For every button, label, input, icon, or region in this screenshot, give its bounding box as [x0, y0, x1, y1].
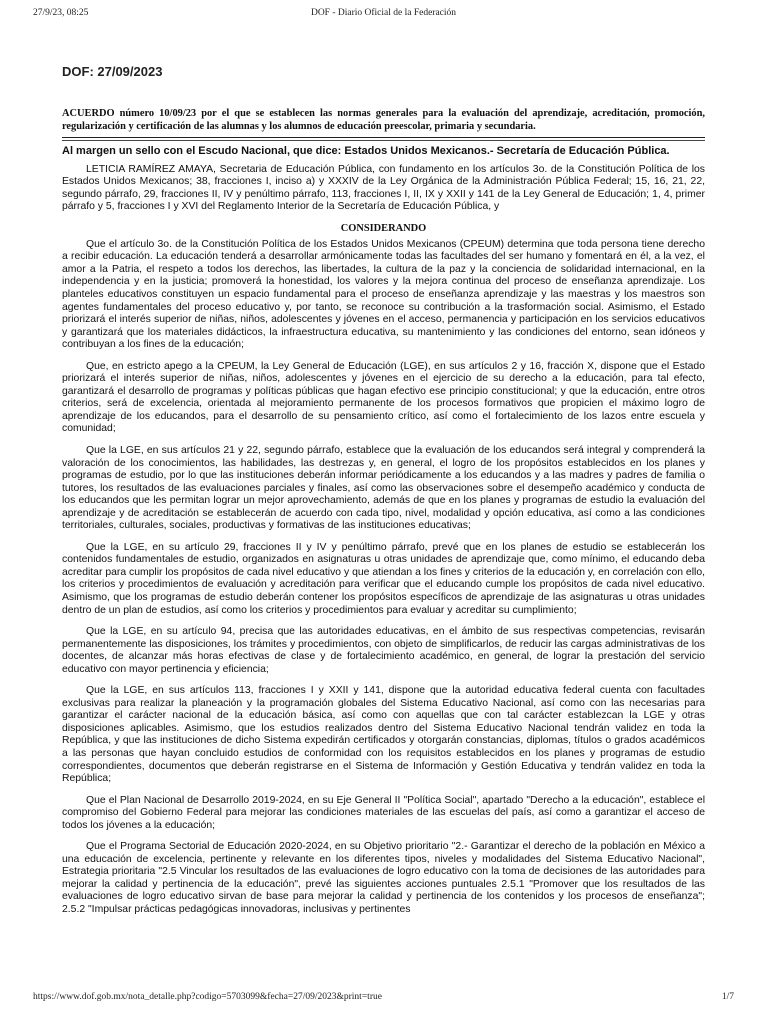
acuerdo-title: ACUERDO número 10/09/23 por el que se establecen las normas generales para la evaluación del aprendizaje, acreditación, promoción, regularización y certificación de las alumnas y los alumnos de educación preescolar, primaria y secundaria.	[62, 107, 705, 138]
document-body	[62, 64, 705, 926]
considerando-paragraph-2: Que, en estricto apego a la CPEUM, la Ley General de Educación (LGE), en sus artículos 2 y 16, fracción X, dispone que el Estado priorizará el interés superior de niñas, niños, adolescentes y jóvenes en el ejercicio de su derecho a la educación, para tal efecto, garantizará el desarrollo de programas y políticas públicas que hagan efectivo ese principio constitucional; y que la educación, entre otros criterios, será de excelencia, orientada al mejoramiento permanente de los procesos formativos que propicien el máximo logro de aprendizaje de los educandos, para el desarrollo de su pensamiento crítico, así como el fortalecimiento de los lazos entre escuela y comunidad;	[62, 360, 705, 435]
margin-note: Al margen un sello con el Escudo Nacional, que dice: Estados Unidos Mexicanos.- Secretaría de Educación Pública.	[62, 140, 705, 158]
page-number: 1/7	[721, 992, 734, 1002]
considerando-paragraph-6: Que la LGE, en sus artículos 113, fracciones I y XXII y 141, dispone que la autoridad educativa federal cuenta con facultades exclusivas para realizar la planeación y la programación globales del Sistema Educativo Nacional, así como con las necesarias para garantizar el carácter nacional de la educación básica, así como con aquellas que con tal carácter establezcan la LGE y otras disposiciones aplicables. Asimismo, que los estudios realizados dentro del Sistema Educativo Nacional tendrán validez en toda la República, y que las instituciones de dicho Sistema expedirán certificados y otorgarán constancias, diplomas, títulos o grados académicos a las personas que hayan concluido estudios de conformidad con los requisitos establecidos en los planes y programas de estudio correspondientes, documentos que deberán registrarse en el Sistema de Información y Gestión Educativa y tendrán validez en toda la República;	[62, 685, 705, 785]
preamble-paragraph: LETICIA RAMÍREZ AMAYA, Secretaria de Educación Pública, con fundamento en los artículos 3o. de la Constitución Política de los Estados Unidos Mexicanos; 38, fracciones I, inciso a) y XXXIV de la Ley Orgánica de la Administración Pública Federal; 15, 16, 21, 22, segundo párrafo, 29, fracciones II, IV y penúltimo párrafo, 113, fracciones I, II, IX y XXII y 141 de la Ley General de Educación; 1, 4, primer párrafo y 5, fracciones I y XVI del Reglamento Interior de la Secretaría de Educación Pública, y	[62, 163, 705, 213]
print-datetime: 27/9/23, 08:25	[33, 8, 89, 18]
considerando-paragraph-1: Que el artículo 3o. de la Constitución Política de los Estados Unidos Mexicanos (CPEUM) determina que toda persona tiene derecho a recibir educación. La educación tenderá a desarrollar armónicamente todas las facultades del ser humano y fomentará en él, a la vez, el amor a la Patria, el respeto a todos los derechos, las libertades, la cultura de la paz y la conciencia de solidaridad internacional, en la independencia y en la justicia; promoverá la honestidad, los valores y la mejora continua del proceso de enseñanza aprendizaje. Los planteles educativos constituyen un espacio fundamental para el proceso de enseñanza aprendizaje y las maestras y los maestros son agentes fundamentales del proceso educativo y, por tanto, se reconoce su contribución a la trasformación social. Asimismo, el Estado priorizará el interés superior de niñas, niños, adolescentes y jóvenes en el acceso, permanencia y participación en los servicios educativos y garantizará que los materiales didácticos, la infraestructura educativa, su mantenimiento y las condiciones del entorno, sean idóneos y contribuyan a los fines de la educación;	[62, 238, 705, 351]
considerando-paragraph-8: Que el Programa Sectorial de Educación 2020-2024, en su Objetivo prioritario "2.- Garantizar el derecho de la población en México a una educación de excelencia, pertinente y relevante en los diferentes tipos, niveles y modalidades del Sistema Educativo Nacional", Estrategia prioritaria "2.5 Vincular los resultados de las evaluaciones de logro educativo con la toma de decisiones de las autoridades para mejorar la calidad y pertinencia de la educación", prevé las siguientes acciones puntuales 2.5.1 "Promover que los resultados de las evaluaciones de logro educativo sirvan de base para mejorar la calidad y pertinencia de los contenidos y los procesos de enseñanza"; 2.5.2 "Impulsar prácticas pedagógicas innovadoras, inclusivas y pertinentes	[62, 841, 705, 916]
print-title: DOF - Diario Oficial de la Federación	[310, 8, 457, 18]
considerando-paragraph-3: Que la LGE, en sus artículos 21 y 22, segundo párrafo, establece que la evaluación de los educandos será integral y comprenderá la valoración de los conocimientos, las habilidades, las destrezas y, en general, el logro de los propósitos establecidos en los planes y programas de estudio, por lo que las instituciones deberán informar periódicamente a los educandos y a las madres y padres de familia o tutores, los resultados de las evaluaciones parciales y finales, así como las observaciones sobre el desempeño académico y conducta de los educandos que les permitan lograr un mejor aprovechamiento, además de que en los planes y programas de estudio la evaluación del aprendizaje y de acreditación se establecerán de acuerdo con cada tipo, nivel, modalidad y opción educativa, así como a las condiciones territoriales, culturales, sociales, productivas y formativas de las instituciones educativas;	[62, 444, 705, 532]
considerando-paragraph-5: Que la LGE, en su artículo 94, precisa que las autoridades educativas, en el ámbito de sus respectivas competencias, revisarán permanentemente las disposiciones, los trámites y procedimientos, con objeto de simplificarlos, de reducir las cargas administrativas de los docentes, de alcanzar más horas efectivas de clase y de fortalecimiento académico, en general, de lograr la prestación del servicio educativo con mayor pertinencia y eficiencia;	[62, 626, 705, 675]
considerando-heading: CONSIDERANDO	[340, 222, 427, 234]
print-header	[33, 8, 734, 22]
dof-date: DOF: 27/09/2023	[62, 64, 163, 79]
print-footer	[33, 992, 734, 1006]
considerando-paragraph-4: Que la LGE, en su artículo 29, fracciones II y IV y penúltimo párrafo, prevé que en los planes de estudio se establecerán los contenidos fundamentales de estudio, organizados en asignaturas u otras unidades de aprendizaje que, como mínimo, el educando deba acreditar para cumplir los propósitos de cada nivel educativo y que atiendan a los fines y criterios de la educación y, en correlación con ello, los criterios y procedimientos de evaluación y acreditación para verificar que el educando cumple los propósitos de cada nivel educativo. Asimismo, que los programas de estudio deberán contener los propósitos específicos de aprendizaje de las asignaturas u otras unidades dentro de un plan de estudios, así como los criterios y procedimientos para evaluar y acreditar su cumplimiento;	[62, 541, 705, 616]
page-url: https://www.dof.gob.mx/nota_detalle.php?codigo=5703099&fecha=27/09/2023&print=true	[33, 992, 382, 1002]
considerando-paragraph-7: Que el Plan Nacional de Desarrollo 2019-2024, en su Eje General II "Política Social", apartado "Derecho a la educación", establece el compromiso del Gobierno Federal para mejorar las condiciones materiales de las escuelas del país, así como a garantizar el acceso de todos los jóvenes a la educación;	[62, 794, 705, 831]
